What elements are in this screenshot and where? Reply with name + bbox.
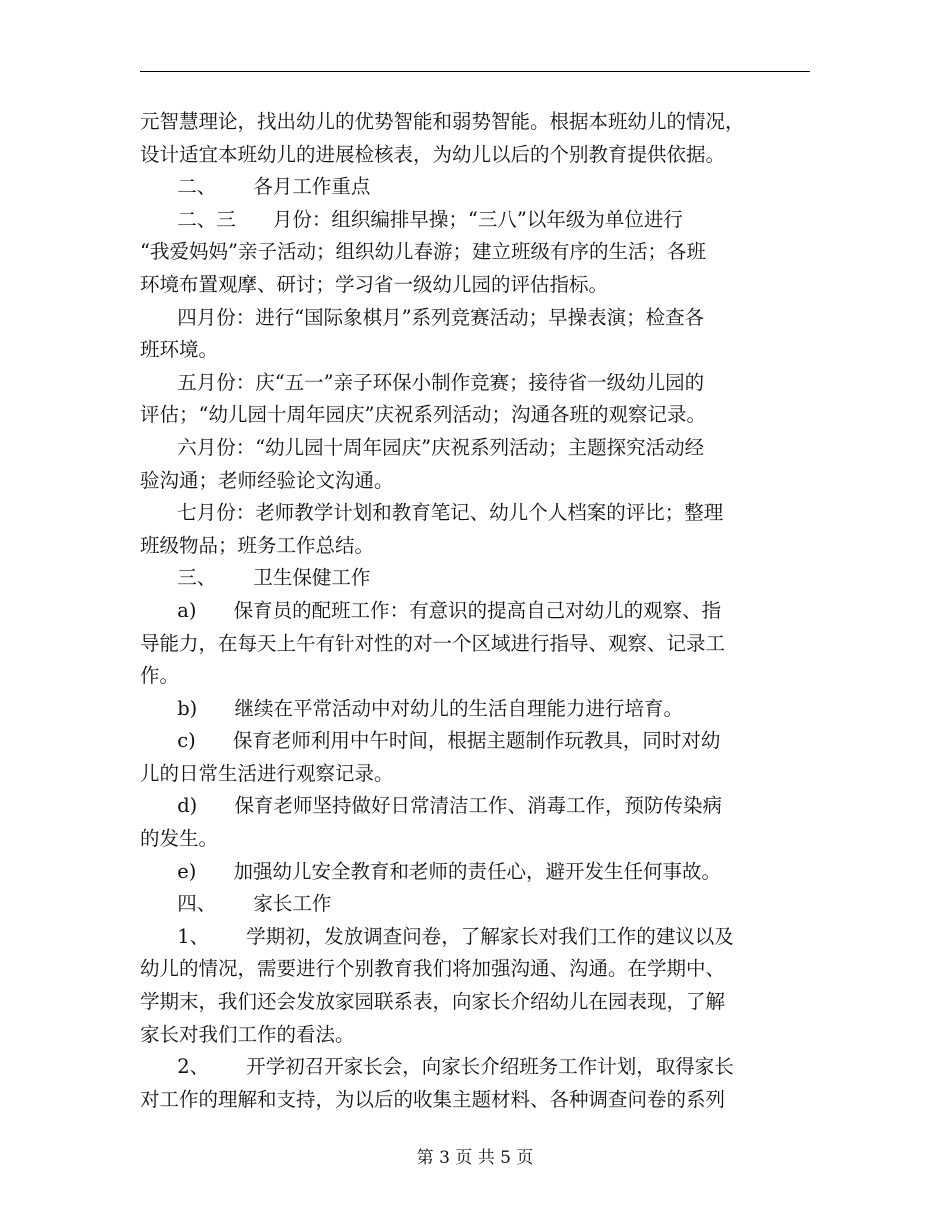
text-line: b) 继续在平常活动中对幼儿的生活自理能力进行培育。 — [140, 696, 683, 720]
text-line: d) 保育老师坚持做好日常清洁工作、消毒工作，预防传染病 — [140, 794, 722, 818]
text-line: 的发生。 — [140, 827, 219, 851]
text-line: 家长对我们工作的看法。 — [140, 1022, 355, 1046]
text-line: 设计适宜本班幼儿的进展检核表，为幼儿以后的个别教育提供依据。 — [140, 142, 726, 166]
section-heading: 二、 各月工作重点 — [140, 175, 371, 199]
text-line: 2、 开学初召开家长会，向家长介绍班务工作计划，取得家长 — [140, 1055, 734, 1079]
text-line: 七月份：老师教学计划和教育笔记、幼儿个人档案的评比；整理 — [140, 501, 724, 525]
text-line: 作。 — [140, 664, 180, 688]
header-rule — [140, 71, 810, 72]
text-line: 对工作的理解和支持，为以后的收集主题材料、各种调查问卷的系列 — [140, 1087, 726, 1111]
text-line: 班环境。 — [140, 338, 219, 362]
document-body — [140, 106, 812, 1116]
text-line: 导能力，在每天上午有针对性的对一个区域进行指导、观察、记录工 — [140, 631, 726, 655]
text-line: e) 加强幼儿安全教育和老师的责任心，避开发生任何事故。 — [140, 859, 722, 883]
text-line: 五月份：庆“五一”亲子环保小制作竞赛；接待省一级幼儿园的 — [140, 370, 705, 394]
text-line: 四月份：进行“国际象棋月”系列竞赛活动；早操表演；检查各 — [140, 305, 705, 329]
page-number: 第 3 页 共 5 页 — [416, 1148, 534, 1168]
text-line: 验沟通；老师经验论文沟通。 — [140, 468, 394, 492]
text-line: 六月份：“幼儿园十周年园庆”庆祝系列活动；主题探究活动经 — [140, 435, 705, 459]
text-line: 1、 学期初，发放调查问卷，了解家长对我们工作的建议以及 — [140, 924, 734, 948]
text-line: 评估；“幼儿园十周年园庆”庆祝系列活动；沟通各班的观察记录。 — [140, 403, 706, 427]
text-line: “我爱妈妈”亲子活动；组织幼儿春游；建立班级有序的生活；各班 — [140, 240, 706, 264]
section-heading: 三、 卫生保健工作 — [140, 566, 371, 590]
section-heading: 四、 家长工作 — [140, 892, 332, 916]
text-line: 班级物品；班务工作总结。 — [140, 533, 375, 557]
text-line: 环境布置观摩、研讨；学习省一级幼儿园的评估指标。 — [140, 272, 609, 296]
text-line: 儿的日常生活进行观察记录。 — [140, 761, 394, 785]
text-line: 二、三 月份：组织编排早操；“三八”以年级为单位进行 — [140, 207, 683, 231]
text-line: 元智慧理论，找出幼儿的优势智能和弱势智能。根据本班幼儿的情况， — [140, 110, 745, 133]
text-line: a) 保育员的配班工作：有意识的提高自己对幼儿的观察、指 — [140, 598, 722, 622]
text-line: 学期末，我们还会发放家园联系表，向家长介绍幼儿在园表现，了解 — [140, 990, 726, 1014]
text-line: 幼儿的情况，需要进行个别教育我们将加强沟通、沟通。在学期中、 — [140, 957, 726, 981]
text-line: c) 保育老师利用中午时间，根据主题制作玩教具，同时对幼 — [140, 729, 721, 753]
